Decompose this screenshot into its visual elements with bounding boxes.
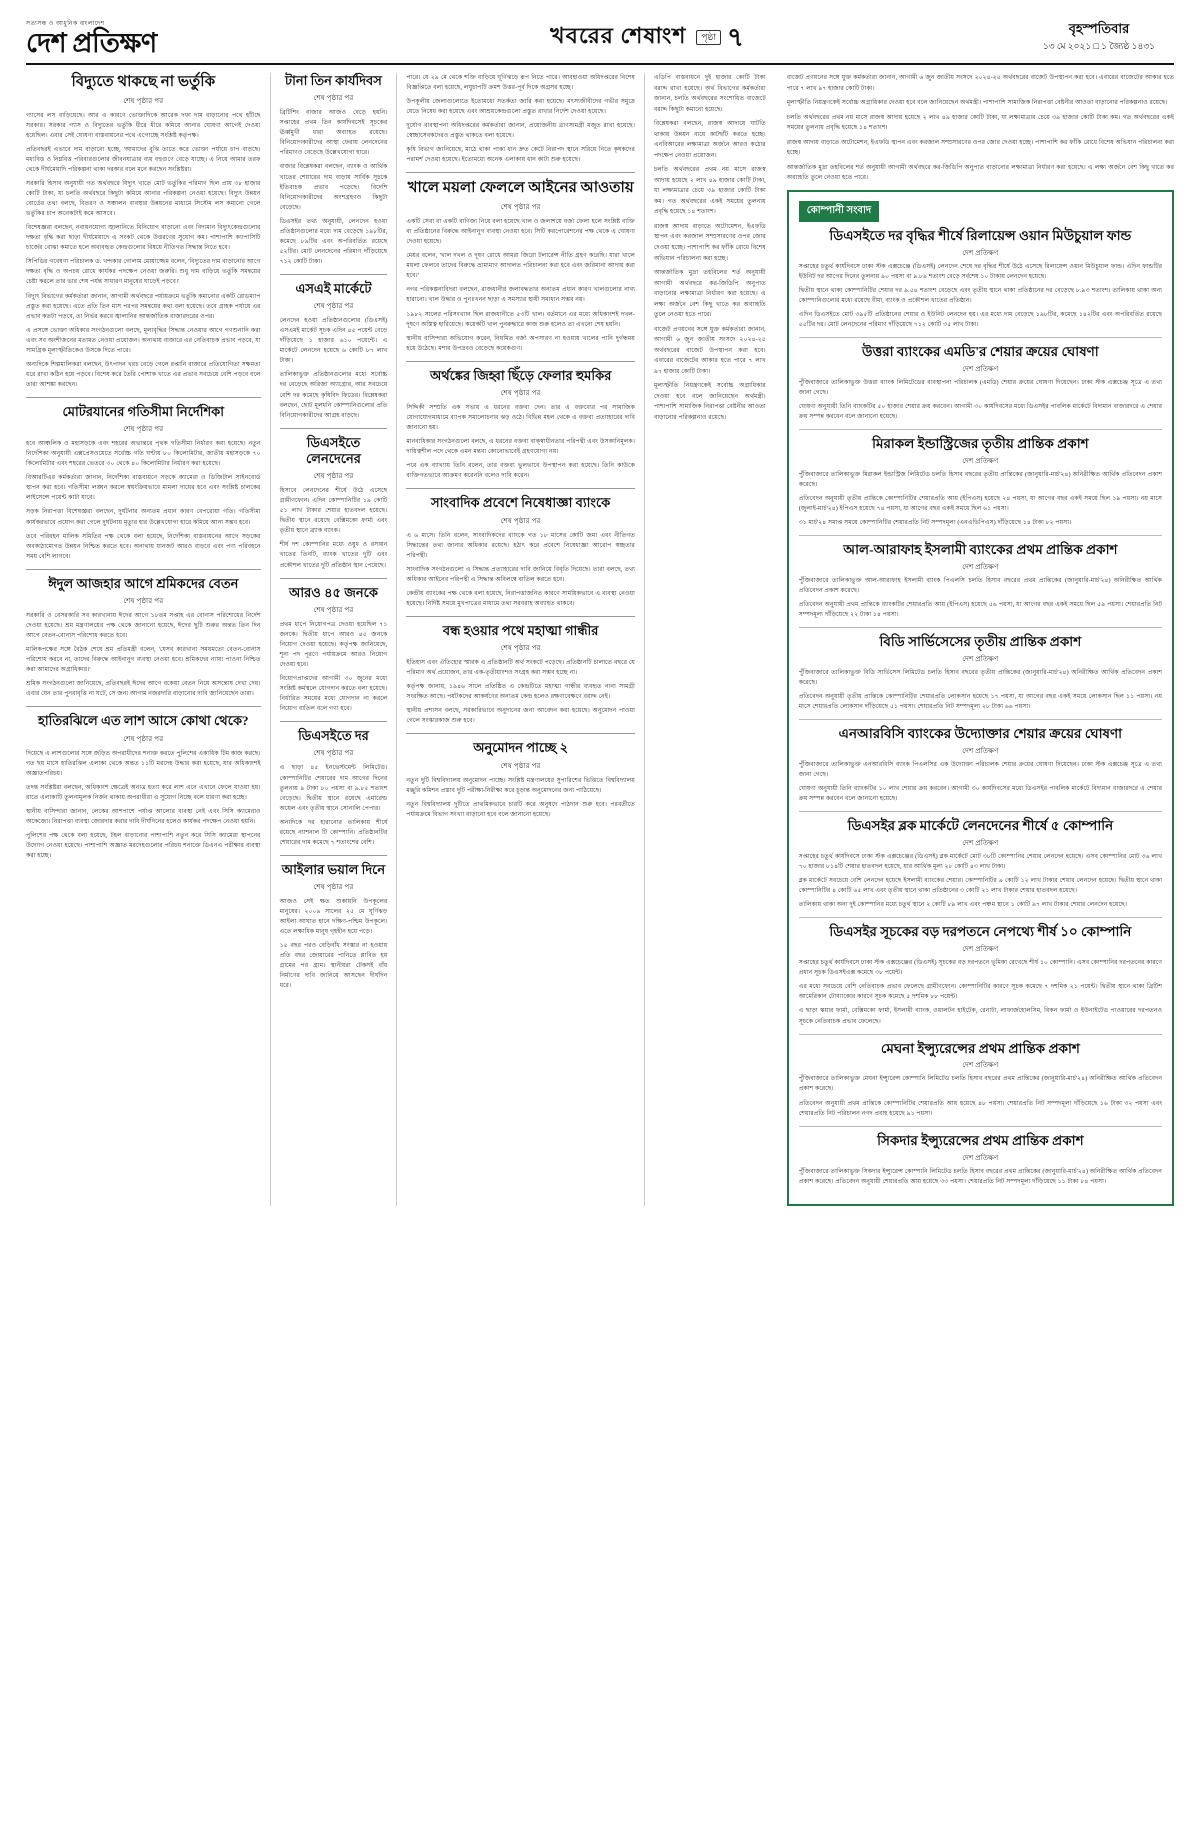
article-byline: শেষ পৃষ্ঠার পর bbox=[500, 388, 541, 397]
brand-name: দেশ প্রতিক্ষণ bbox=[26, 28, 157, 58]
article-headline: আরও ৪৫ জনকে bbox=[288, 584, 378, 600]
column-2 bbox=[271, 73, 398, 1206]
article-45-more bbox=[280, 585, 388, 715]
company-news-body: সপ্তাহের চতুর্থ কার্যদিবসে ঢাকা স্টক এক্সচেঞ্জে (ডিএসই) লেনদেন শেষে দর বৃদ্ধির শীর্ষে উঠে এসেছে রিলায়েন্স ওয়ান মিউচুয়াল ফান্ড। এদিন ফান্ডটির ইউনিট দর আগের দিনের তুলনায় ৯০ পয়সা বা ৯.৮৯ শতাংশ বেড়ে সর্বশেষ ১০ টাকায় লেনদেন হয়েছে। দ্বিতীয় স্থানে থাকা কোম্পানিটির শেয়ার দর ৯.৫৪ শতাংশ বেড়েছে এবং তৃতীয় স্থানে থাকা প্রতিষ্ঠানের দর বেড়েছে ৮.৯৩ শতাংশ। তালিকায় থাকা অন্য কোম্পানিগুলোর মধ্যে রয়েছে বীমা, ব্যাংক ও প্রকৌশল খাতের প্রতিষ্ঠান। এদিন ডিএসইতে মোট ৩৯৫টি প্রতিষ্ঠানের শেয়ার ও ইউনিট লেনদেন হয়। এর মধ্যে দাম বেড়েছে ১৯৮টির, কমেছে ১৪২টির এবং অপরিবর্তিত রয়েছে ৫৫টির দর। মোট লেনদেনের পরিমাণ দাঁড়িয়েছে ৭১২ কোটি ৩৫ লাখ টাকা। bbox=[798, 262, 1163, 328]
article-body: পারে। যে ২৯ মে থেকে শক্তি বাড়িয়ে ঘূর্ণিঝড়ে রূপ নিতে পারে। আবহাওয়া অধিদপ্তরের বিশেষ বিজ্ঞপ্তিতে বলা হয়েছে, লঘুচাপটি ক্রমশ উত্তর-পূর্ব দিকে অগ্রসর হচ্ছে। উপকূলীয় জেলাগুলোতে ইতোমধ্যে সতর্কতা জারি করা হয়েছে। মৎস্যজীবীদের গভীর সমুদ্রে যেতে নিষেধ করা হয়েছে এবং আশ্রয়কেন্দ্রগুলো প্রস্তুত রাখার নির্দেশ দেওয়া হয়েছে। দুর্যোগ ব্যবস্থাপনা অধিদপ্তরের কর্মকর্তারা জানান, প্রয়োজনীয় ত্রাণসামগ্রী মজুত রাখা হয়েছে। স্বেচ্ছাসেবকদেরও প্রস্তুত থাকতে বলা হয়েছে। কৃষি বিভাগ জানিয়েছে, মাঠে থাকা পাকা ধান দ্রুত কেটে নিরাপদ স্থানে সরিয়ে নিতে কৃষকদের পরামর্শ দেওয়া হয়েছে। ইতোমধ্যে অনেক এলাকায় ধান কাটা শুরু হয়েছে। bbox=[406, 74, 635, 164]
article-body: হিসাবে লেনদেনের শীর্ষে উঠে এসেছে গ্রামীণফোন। এদিন কোম্পানিটির ১৯ কোটি ৫১ লাখ টাকার শেয়ার হাতবদল হয়েছে। দ্বিতীয় স্থানে রয়েছে বেক্সিমকো ফার্মা এবং তৃতীয় স্থানে ব্র্যাক ব্যাংক। শীর্ষ দশ কোম্পানির মধ্যে ওষুধ ও রসায়ন খাতের তিনটি, ব্যাংক খাতের দুটি এবং প্রকৌশল খাতের দুটি প্রতিষ্ঠান স্থান পেয়েছে। bbox=[279, 487, 388, 569]
divider bbox=[280, 578, 388, 579]
company-news-headline: ডিএসইর ব্লক মার্কেটে লেনদেনের শীর্ষে ৫ কোম্পানি bbox=[847, 818, 1114, 834]
company-news-item[interactable] bbox=[799, 634, 1162, 712]
article-byline: শেষ পৃষ্ঠার পর bbox=[313, 302, 354, 311]
company-news-byline: দেশ প্রতিক্ষণ bbox=[962, 747, 999, 756]
company-news-byline: দেশ প্রতিক্ষণ bbox=[962, 655, 999, 664]
article-aila bbox=[280, 862, 388, 992]
article-body: হবে আঞ্চলিক ও মহাসড়কে এবং শহরের অভ্যন্তরে পৃথক গতিসীমা নির্ধারণ করা হয়েছে। নতুন নির্দেশিকা অনুযায়ী এক্সপ্রেসওয়েতে সর্বোচ্চ গতি ঘণ্টায় ৮০ কিলোমিটার, জাতীয় মহাসড়কে ৭০ কিলোমিটার এবং শহরের ভেতরে ৩০ থেকে ৪০ কিলোমিটার নির্ধারণ করা হয়েছে। বিআরটিএর কর্মকর্তারা জানান, নির্দেশিকা বাস্তবায়নে সড়কে ক্যামেরা ও ডিজিটাল সাইনবোর্ড স্থাপন করা হবে। গতিসীমা লঙ্ঘন করলে স্বয়ংক্রিয়ভাবে মামলা দায়ের হবে এবং সংশ্লিষ্ট চালকের লাইসেন্সে পয়েন্ট কাটা যাবে। সড়ক নিরাপত্তা বিশেষজ্ঞরা বলছেন, দুর্ঘটনার অন্যতম প্রধান কারণ বেপরোয়া গতি। গতিসীমা কার্যকরভাবে প্রয়োগ করা গেলে দুর্ঘটনায় মৃত্যুর হার উল্লেখযোগ্য হারে কমিয়ে আনা সম্ভব হবে। তবে পরিবহন মালিক সমিতির পক্ষ থেকে বলা হয়েছে, নির্দেশিকা বাস্তবায়নের আগে সড়কের অবকাঠামোগত উন্নয়ন নিশ্চিত করতে হবে। অন্যথায় যানজট আরও বাড়বে এবং পণ্য পরিবহনে সময় বেশি লাগবে। bbox=[26, 440, 261, 560]
brand[interactable] bbox=[26, 18, 286, 57]
company-news-body: পুঁজিবাজারে তালিকাভুক্ত বিডি সার্ভিসেস লিমিটেড চলতি হিসাব বছরের তৃতীয় প্রান্তিকের (জানুয়ারি-মার্চ'২৪) অনিরীক্ষিত আর্থিক প্রতিবেদন প্রকাশ করেছে। প্রতিবেদন অনুযায়ী তৃতীয় প্রান্তিকে কোম্পানিটির শেয়ারপ্রতি লোকসান হয়েছে ১৭ পয়সা, যা আগের বছর একই সময়ে লোকসান ছিল ১১ পয়সা। নয় মাসে শেয়ারপ্রতি লোকসান দাঁড়িয়েছে ৫১ পয়সা। শেয়ারপ্রতি নিট সম্পদমূল্য ২৮ টাকা ৬৬ পয়সা। bbox=[798, 669, 1163, 711]
company-news-box bbox=[787, 190, 1174, 1206]
article-headline: বন্ধ হওয়ার পথে মহাত্মা গান্ধীর bbox=[442, 622, 599, 638]
article-byline: শেষ পৃষ্ঠার পর bbox=[313, 749, 354, 758]
article-byline: শেষ পৃষ্ঠার পর bbox=[500, 761, 541, 770]
article-journalist-ban bbox=[406, 495, 635, 609]
article-sme-market bbox=[280, 281, 388, 421]
company-news-item[interactable] bbox=[799, 228, 1162, 330]
article-headline: হাতিরঝিলে এত লাশ আসে কোথা থেকে? bbox=[38, 713, 249, 729]
divider bbox=[799, 719, 1162, 720]
article-byline: শেষ পৃষ্ঠার পর bbox=[500, 203, 541, 212]
divider bbox=[799, 917, 1162, 918]
article-headline: খালে ময়লা ফেললে আইনের আওতায় bbox=[407, 180, 634, 197]
page-indicator bbox=[696, 22, 744, 52]
company-news-headline: উত্তরা ব্যাংকের এমডি'র শেয়ার ক্রয়ের ঘোষণা bbox=[862, 343, 1099, 359]
company-news-item[interactable] bbox=[799, 924, 1162, 1026]
divider bbox=[799, 535, 1162, 536]
article-byline: শেষ পৃষ্ঠার পর bbox=[123, 96, 164, 105]
article-headline: বিদ্যুতে থাকছে না ভর্তুকি bbox=[71, 74, 216, 90]
company-news-item[interactable] bbox=[799, 436, 1162, 528]
article-body: ব্রিটিশিং বাজার আজও বেড়ে হয়নি। সপ্তাহের প্রথম তিন কার্যদিবসেই সূচকের ঊর্ধ্বমুখী ধারা অব্যাহত রয়েছে। বিনিয়োগকারীদের আস্থা ফেরায় লেনদেনের পরিমাণও বেড়েছে উল্লেখযোগ্য হারে। বাজার বিশ্লেষকরা বলছেন, ব্যাংক ও আর্থিক খাতের শেয়ারের দাম বাড়ায় সার্বিক সূচকে ইতিবাচক প্রভাব পড়েছে। বিদেশি বিনিয়োগকারীদের অংশগ্রহণও কিছুটা বেড়েছে। ডিএসইর তথ্য অনুযায়ী, লেনদেন হওয়া প্রতিষ্ঠানগুলোর মধ্যে দাম বেড়েছে ১৯৮টির, কমেছে ৮৯টির এবং অপরিবর্তিত রয়েছে ৫২টির। মোট লেনদেনের পরিমাণ দাঁড়িয়েছে ৭১২ কোটি টাকা। bbox=[279, 109, 388, 265]
article-tongue-threat bbox=[406, 368, 635, 482]
company-news-headline: ডিএসইতে দর বৃদ্ধির শীর্ষে রিলায়েন্স ওয়ান মিউচুয়াল ফান্ড bbox=[829, 227, 1132, 243]
company-news-body: পুঁজিবাজারে তালিকাভুক্ত উত্তরা ব্যাংক লিমিটেডের ব্যবস্থাপনা পরিচালক (এমডি) শেয়ার ক্রয়ের ঘোষণা দিয়েছেন। ঢাকা স্টক এক্সচেঞ্জ সূত্রে এ তথ্য জানা গেছে। ঘোষণা অনুযায়ী তিনি ব্যাংকটির ৫০ হাজার শেয়ার ক্রয় করবেন। আগামী ৩০ কার্যদিবসের মধ্যে ডিএসইর পাবলিক মার্কেটে বিদ্যমান বাজারদরে এ শেয়ার ক্রয় সম্পন্ন করবেন বলে জানানো হয়েছে। bbox=[798, 378, 1163, 420]
article-body: ইতিহাস এবং ঐতিহ্যের স্মারক এ প্রতিষ্ঠানটি অর্থ সংকটে পড়েছে। প্রতিষ্ঠানটি চালাতে বছরে যে পরিমাণ অর্থ প্রয়োজন, তার এক-তৃতীয়াংশও সংগ্রহ করা সম্ভব হচ্ছে না। কর্তৃপক্ষ জানায়, ১৯৪৬ সালে প্রতিষ্ঠিত এ কেন্দ্রটিতে মহাত্মা গান্ধীর ব্যবহৃত নানা সামগ্রী সংরক্ষিত আছে। পর্যটকদের আকর্ষণের অন্যতম কেন্দ্র হলেও রক্ষণাবেক্ষণে বরাদ্দ নেই। স্থানীয় প্রশাসন বলছে, সরকারিভাবে অনুদানের জন্য আবেদন করা হয়েছে। অনুমোদন পাওয়া গেলে সংস্কারকাজ শুরু হবে। bbox=[406, 659, 635, 725]
divider bbox=[799, 1034, 1162, 1035]
dateline bbox=[1024, 21, 1174, 54]
company-news-byline: দেশ প্রতিক্ষণ bbox=[962, 562, 999, 571]
article-body: দিয়েছে এ লাশগুলোর সঙ্গে জড়িত অপরাধীদের শনাক্ত করতে পুলিশের একাধিক টিম কাজ করছে। গত ছয় মাসে হাতিরঝিল এলাকা থেকে অন্তত ১১টি মরদেহ উদ্ধার করা হয়েছে, যার অধিকাংশই অজ্ঞাতপরিচয়। তদন্ত সংশ্লিষ্টরা বলছেন, অধিকাংশ ক্ষেত্রেই অন্যত্র হত্যা করে লাশ এনে এখানে ফেলে যাওয়া হয়। রাতে এলাকাটি তুলনামূলক নির্জন থাকায় অপরাধীরা এ সুযোগ নিচ্ছে বলে ধারণা করা হচ্ছে। স্থানীয় বাসিন্দারা জানান, লেকের আশপাশে পর্যাপ্ত আলোর ব্যবস্থা নেই এবং সিসি ক্যামেরাও অকেজো। নিরাপত্তা ব্যবস্থা জোরদার করার দাবি দীর্ঘদিনের হলেও কার্যকর পদক্ষেপ নেওয়া হয়নি। পুলিশের পক্ষ থেকে বলা হয়েছে, টহল বাড়ানোর পাশাপাশি নতুন করে সিসি ক্যামেরা স্থাপনের উদ্যোগ নেওয়া হয়েছে। পাশাপাশি অজ্ঞাত মরদেহগুলোর পরিচয় শনাক্তে ডিএনএ পরীক্ষার ব্যবস্থা করা হচ্ছে। bbox=[26, 749, 261, 859]
company-news-headline: বিডি সার্ভিসেসের তৃতীয় প্রান্তিক প্রকাশ bbox=[879, 634, 1082, 650]
divider bbox=[26, 397, 261, 398]
company-news-tag: কোম্পানী সংবাদ bbox=[799, 201, 879, 222]
article-hatirjheel bbox=[26, 713, 261, 861]
weekday: বৃহস্পতিবার bbox=[1068, 21, 1130, 37]
divider bbox=[799, 337, 1162, 338]
article-body: এ ছাড়া ৪৫ ইনভেস্টমেন্ট লিমিটেড। কোম্পানিটির শেয়ারের দাম আগের দিনের তুলনায় ৯ টাকা ৮০ পয়সা বা ৯.৮৫ শতাংশ বেড়েছে। দ্বিতীয় স্থানে রয়েছে এমারেল্ড অয়েল এবং তৃতীয় স্থানে সোনালি পেপার। অন্যদিকে দর হারানোর তালিকায় শীর্ষে রয়েছে ন্যাশনাল টি কোম্পানি। প্রতিষ্ঠানটির শেয়ারের দাম কমেছে ৭ শতাংশের বেশি। bbox=[279, 764, 388, 846]
company-news-body: পুঁজিবাজারে তালিকাভুক্ত এনআরবিসি ব্যাংক পিএলসির এক উদ্যোক্তা পরিচালক শেয়ার ক্রয়ের ঘোষণা দিয়েছেন। ঢাকা স্টক এক্সচেঞ্জ সূত্রে এ তথ্য জানা গেছে। ঘোষণা অনুযায়ী তিনি ব্যাংকটির ১০ লাখ শেয়ার ক্রয় করবেন। আগামী ৩০ কার্যদিবসের মধ্যে ডিএসইর পাবলিক মার্কেটে বিদ্যমান বাজারদরে এ শেয়ার ক্রয় সম্পন্ন করবেন বলে জানানো হয়েছে। bbox=[798, 761, 1163, 803]
company-news-byline: দেশ প্রতিক্ষণ bbox=[962, 839, 999, 848]
article-eid-wages bbox=[26, 576, 261, 700]
brand-tagline: সত্যসন্ধ ও আধুনিক বাংলাদেশ bbox=[26, 21, 105, 27]
column-grid bbox=[26, 73, 1174, 1206]
date: ১৩ মে ২০২১ □ ১ জ্যৈষ্ঠ ১৪৩১ bbox=[1042, 40, 1156, 51]
company-news-headline: মেঘনা ইন্স্যুরেন্সের প্রথম প্রান্তিক প্রকাশ bbox=[880, 1040, 1080, 1056]
company-news-byline: দেশ প্রতিক্ষণ bbox=[962, 364, 999, 373]
section-title: খবরের শেষাংশ bbox=[550, 23, 687, 48]
article-body: এডিপি বাস্তবায়নে দুই হাজার কোটি টাকা বরাদ্দ রাখা হয়েছে। অর্থ বিভাগের কর্মকর্তারা জানান, চলতি অর্থবছরের সংশোধিত বাজেটে বরাদ্দ কিছুটা কমানো হয়েছে। বিশ্লেষকরা বলছেন, রাজস্ব আদায়ে ঘাটতি থাকায় উন্নয়ন ব্যয়ে কাটছাঁট করতে হচ্ছে। এনবিআরের লক্ষ্যমাত্রা অর্জনে আরও কঠোর পদক্ষেপ নেওয়া প্রয়োজন। চলতি অর্থবছরের প্রথম নয় মাসে রাজস্ব আদায় হয়েছে ২ লাখ ৪৯ হাজার কোটি টাকা, যা লক্ষ্যমাত্রার চেয়ে ৩৯ হাজার কোটি টাকা কম। গত অর্থবছরের একই সময়ের তুলনায় প্রবৃদ্ধি হয়েছে ১৪ শতাংশ। রাজস্ব আদায় বাড়াতে অটোমেশন, ইএফডি স্থাপন এবং করজাল সম্প্রসারণের ওপর জোর দেওয়া হচ্ছে। পাশাপাশি কর ফাঁকি রোধে বিশেষ অভিযান পরিচালনা করা হচ্ছে। আন্তর্জাতিক মুদ্রা তহবিলের শর্ত অনুযায়ী আগামী অর্থবছরে কর-জিডিপি অনুপাত বাড়ানোর লক্ষ্যমাত্রা নির্ধারণ করা হয়েছে। এ লক্ষ্য অর্জনে বেশ কিছু খাতে কর অব্যাহতি তুলে নেওয়া হতে পারে। বাজেট প্রণয়নের সঙ্গে যুক্ত কর্মকর্তারা জানান, আগামী ৬ জুন জাতীয় সংসদে ২০২৪-২৫ অর্থবছরের বাজেট উপস্থাপন করা হবে। এবারের বাজেটের আকার হতে পারে ৭ লাখ ৯৭ হাজার কোটি টাকা। মূল্যস্ফীতি নিয়ন্ত্রণকেই সর্বোচ্চ অগ্রাধিকার দেওয়া হবে বলে জানিয়েছেন অর্থমন্ত্রী। পাশাপাশি সামাজিক নিরাপত্তা বেষ্টনীর আওতা বাড়ানোর পরিকল্পনাও রয়েছে। bbox=[653, 74, 766, 421]
company-news-body: পুঁজিবাজারে তালিকাভুক্ত সিকদার ইন্স্যুরেন্স কোম্পানি লিমিটেড চলতি হিসাব বছরের প্রথম প্রান্তিকের (জানুয়ারি-মার্চ'২৪) অনিরীক্ষিত আর্থিক প্রতিবেদন প্রকাশ করেছে। প্রতিবেদন অনুযায়ী শেয়ারপ্রতি আয় হয়েছে ৩৩ পয়সা। শেয়ারপ্রতি নিট সম্পদমূল্য দাঁড়িয়েছে ১১ টাকা ৮৪ পয়সা। bbox=[798, 1167, 1163, 1185]
article-headline: টানা তিন কার্যদিবস bbox=[285, 73, 382, 88]
article-khal-waste bbox=[406, 179, 635, 353]
article-byline: শেষ পৃষ্ঠার পর bbox=[313, 605, 354, 614]
column-5 bbox=[775, 73, 1174, 1206]
article-gandhi-centre bbox=[406, 623, 635, 727]
divider bbox=[799, 1126, 1162, 1127]
article-headline: ডিএসইতে লেনদেনের bbox=[306, 434, 361, 466]
company-news-byline: দেশ প্রতিক্ষণ bbox=[962, 945, 999, 954]
divider bbox=[406, 733, 635, 734]
company-news-headline: মিরাকল ইন্ডাস্ট্রিজের তৃতীয় প্রান্তিক প্রকাশ bbox=[872, 436, 1089, 451]
company-news-headline: আল-আরাফাহ ইসলামী ব্যাংকের প্রথম প্রান্তিক প্রকাশ bbox=[843, 542, 1118, 558]
divider bbox=[406, 616, 635, 617]
divider bbox=[280, 855, 388, 856]
page-label: পৃষ্ঠা bbox=[696, 30, 721, 45]
masthead bbox=[26, 18, 1174, 65]
company-news-item[interactable] bbox=[799, 542, 1162, 620]
article-headline: অর্থঙ্কের জিহ্বা ছিঁড়ে ফেলার হুমকির bbox=[429, 367, 612, 383]
article-cyclone-continuation bbox=[406, 73, 635, 165]
article-byline: শেষ পৃষ্ঠার পর bbox=[313, 472, 354, 481]
article-dse-turnover bbox=[280, 435, 388, 571]
company-news-body: সপ্তাহের চতুর্থ কার্যদিবসে ঢাকা স্টক এক্সচেঞ্জের (ডিএসই) সূচকের বড় দরপতনে ভূমিকা রেখেছে শীর্ষ ১০ কোম্পানি। এসব কোম্পানির দরপতনের কারণে প্রধান সূচক ডিএসইএক্স কমেছে ৩৮ পয়েন্ট। এর মধ্যে সবচেয়ে বেশি নেতিবাচক প্রভাব ফেলেছে গ্রামীণফোন। কোম্পানিটির কারণে সূচক কমেছে ৭ দশমিক ২১ পয়েন্ট। দ্বিতীয় স্থানে থাকা ব্রিটিশ আমেরিকান টোব্যাকোর কারণে সূচক কমেছে ৫ দশমিক ৮৮ পয়েন্ট। এ ছাড়া স্কয়ার ফার্মা, বেক্সিমকো ফার্মা, ইসলামী ব্যাংক, ওয়ালটন হাইটেক, রেনাটা, লাফার্জহোলসিম, বিকন ফার্মা ও ইউনাইটেড পাওয়ারের দরপতনও সূচকে নেতিবাচক প্রভাব ফেলেছে। bbox=[798, 959, 1163, 1025]
article-byline: শেষ পৃষ্ঠার পর bbox=[500, 644, 541, 653]
company-news-byline: দেশ প্রতিক্ষণ bbox=[962, 1153, 999, 1162]
company-news-headline: ডিএসইর সূচকের বড় দরপতনে নেপথ্যে শীর্ষ ১০ কোম্পানি bbox=[829, 924, 1132, 940]
divider bbox=[799, 627, 1162, 628]
column-4 bbox=[645, 73, 775, 1206]
company-news-byline: দেশ প্রতিক্ষণ bbox=[962, 1061, 999, 1070]
article-budget-continuation bbox=[654, 73, 766, 423]
company-news-headline: সিকদার ইন্স্যুরেন্সের প্রথম প্রান্তিক প্রকাশ bbox=[877, 1132, 1084, 1148]
company-news-byline: দেশ প্রতিক্ষণ bbox=[962, 248, 999, 257]
article-byline: শেষ পৃষ্ঠার পর bbox=[123, 596, 164, 605]
article-body: প্রথম ধাপে নিয়োগপত্র দেওয়া হয়েছিল ৭১ জনকে। দ্বিতীয় ধাপে আরও ৪৫ জনকে নিয়োগ দেওয়া হয়েছে। কর্তৃপক্ষ জানিয়েছে, শূন্য পদ পূরণে পর্যায়ক্রমে আরও নিয়োগ দেওয়া হবে। নিয়োগপ্রাপ্তদের আগামী ৩০ জুনের মধ্যে সংশ্লিষ্ট কর্মস্থলে যোগদান করতে বলা হয়েছে। নির্ধারিত সময়ের মধ্যে যোগদান না করলে নিয়োগ বাতিল বলে গণ্য হবে। bbox=[279, 620, 388, 713]
divider bbox=[406, 172, 635, 173]
company-news-item[interactable] bbox=[799, 344, 1162, 422]
article-three-days bbox=[280, 73, 388, 267]
divider bbox=[799, 429, 1162, 430]
article-body: সিদ্দিকী সম্প্রতি এক সভায় এ ধরনের বক্তব্য দেন। তার এ বক্তব্যের পর সামাজিক যোগাযোগমাধ্যমে ব্যাপক সমালোচনার ঝড় ওঠে। বিভিন্ন মহল থেকে এ বক্তব্য প্রত্যাহারের দাবি জানানো হয়। মানবাধিকার সংগঠনগুলো বলছে, এ ধরনের বক্তব্য বাক্‌স্বাধীনতার পরিপন্থী এবং উসকানিমূলক। দায়িত্বশীল পদে থেকে এমন মন্তব্য কোনোভাবেই গ্রহণযোগ্য নয়। পরে এক ব্যাখ্যায় তিনি বলেন, তার বক্তব্য ভুলভাবে উপস্থাপন করা হয়েছে। তিনি কাউকে ব্যক্তিগতভাবে আক্রমণ করেননি বলেও দাবি করেন। bbox=[406, 403, 635, 480]
article-body: আজও সেই ক্ষত শুকায়নি উপকূলের মানুষের। ২০০৯ সালের ২৫ মে ঘূর্ণিঝড় আইলা আঘাত হানে দক্ষিণ-পশ্চিম উপকূলে। এতে লক্ষাধিক মানুষ গৃহহীন হয়ে পড়ে। ১৫ বছর পরও বেড়িবাঁধ সংস্কার না হওয়ায় প্রতি বছর জোয়ারের পানিতে প্লাবিত হয় গ্রামের পর গ্রাম। স্থানীয়রা টেকসই বাঁধ নির্মাণের দাবি জানিয়ে আসছেন দীর্ঘদিন ধরে। bbox=[279, 898, 388, 990]
article-headline: সাংবাদিক প্রবেশে নিষেধাজ্ঞা ব্যাংকে bbox=[431, 495, 611, 511]
company-news-item[interactable] bbox=[799, 1133, 1162, 1187]
article-headline: আইলার ভয়াল দিনে bbox=[281, 861, 386, 877]
article-budget-continuation-right: বাজেট প্রণয়নের সঙ্গে যুক্ত কর্মকর্তারা জানান, আগামী ৬ জুন জাতীয় সংসদে ২০২৪-২৫ অর্থবছরের বাজেট উপস্থাপন করা হবে। এবারের বাজেটের আকার হতে পারে ৭ লাখ ৯৭ হাজার কোটি টাকা। মূল্যস্ফীতি নিয়ন্ত্রণকেই সর্বোচ্চ অগ্রাধিকার দেওয়া হবে বলে জানিয়েছেন অর্থমন্ত্রী। পাশাপাশি সামাজিক নিরাপত্তা বেষ্টনীর আওতা বাড়ানোর পরিকল্পনাও রয়েছে। চলতি অর্থবছরের প্রথম নয় মাসে রাজস্ব আদায় হয়েছে ২ লাখ ৪৯ হাজার কোটি টাকা, যা লক্ষ্যমাত্রার চেয়ে ৩৯ হাজার কোটি টাকা কম। গত অর্থবছরের একই সময়ের তুলনায় প্রবৃদ্ধি হয়েছে ১৪ শতাংশ। রাজস্ব আদায় বাড়াতে অটোমেশন, ইএফডি স্থাপন এবং করজাল সম্প্রসারণের ওপর জোর দেওয়া হচ্ছে। পাশাপাশি কর ফাঁকি রোধে বিশেষ অভিযান পরিচালনা করা হচ্ছে। আন্তর্জাতিক মুদ্রা তহবিলের শর্ত অনুযায়ী আগামী অর্থবছরে কর-জিডিপি অনুপাত বাড়ানোর লক্ষ্যমাত্রা নির্ধারণ করা হয়েছে। এ লক্ষ্য অর্জনে বেশ কিছু খাতে কর অব্যাহতি তুলে নেওয়া হতে পারে। bbox=[786, 74, 1175, 182]
column-1 bbox=[26, 73, 271, 1206]
page-number: ৭ bbox=[726, 22, 744, 52]
article-headline: এসএই মার্কেটে bbox=[295, 280, 372, 296]
company-news-item[interactable] bbox=[799, 818, 1162, 910]
divider bbox=[406, 361, 635, 362]
company-news-body: সপ্তাহের চতুর্থ কার্যদিবসে ঢাকা স্টক এক্সচেঞ্জের (ডিএসই) ব্লক মার্কেটে মোট ৩৮টি কোম্পানির শেয়ার লেনদেন হয়েছে। এসব কোম্পানির মোট ৩৬ লাখ ৭০ হাজার ৮১৪টি শেয়ার হাতবদল হয়েছে, যার আর্থিক মূল্য ২৮ কোটি ৪৩ লাখ টাকা। ব্লক মার্কেটে সবচেয়ে বেশি লেনদেন হয়েছে ইসলামী ব্যাংকের শেয়ার। কোম্পানিটির ৯ কোটি ১২ লাখ টাকার শেয়ার লেনদেন হয়েছে। দ্বিতীয় স্থানে থাকা কোম্পানিটির ৪ কোটি ৬৫ লাখ এবং তৃতীয় স্থানে থাকা প্রতিষ্ঠানের ৩ কোটি ২১ লাখ টাকার শেয়ার হাতবদল হয়েছে। তালিকায় থাকা অন্য দুই কোম্পানির মধ্যে চতুর্থ স্থানে ২ কোটি ৮৯ লাখ এবং পঞ্চম স্থানে ১ কোটি ৯৭ লাখ টাকার শেয়ার লেনদেন হয়েছে। bbox=[798, 853, 1163, 909]
article-bidyut bbox=[26, 73, 261, 390]
company-news-body: পুঁজিবাজারে তালিকাভুক্ত মিরাকল ইন্ডাস্ট্রিজ লিমিটেড চলতি হিসাব বছরের তৃতীয় প্রান্তিকের (জানুয়ারি-মার্চ'২৪) অনিরীক্ষিত আর্থিক প্রতিবেদন প্রকাশ করেছে। প্রতিবেদন অনুযায়ী তৃতীয় প্রান্তিকে কোম্পানিটির শেয়ারপ্রতি আয় (ইপিএস) হয়েছে ২৪ পয়সা, যা আগের বছর একই সময়ে ছিল ১৯ পয়সা। নয় মাসে (জুলাই-মার্চ'২৪) ইপিএস হয়েছে ৭৪ পয়সা, যা আগের বছর একই সময়ে ছিল ৬১ পয়সা। ৩১ মার্চ'২৪ সমাপ্ত সময়ে কোম্পানিটির শেয়ারপ্রতি নিট সম্পদমূল্য (এনএভিপিএস) দাঁড়িয়েছে ১৪ টাকা ৮২ পয়সা। bbox=[798, 470, 1163, 527]
article-body: সরকারি ও বেসরকারি সব কারখানায় ঈদের আগে ১৮তম সপ্তাহ এর বোনাস পরিশোধের নির্দেশ দেওয়া হয়েছে। শ্রম মন্ত্রণালয়ের পক্ষ থেকে জানানো হয়েছে, ঈদের ছুটি শুরুর অন্তত তিন দিন আগে বেতন-বোনাস পরিশোধ করতে হবে। মালিকপক্ষের সঙ্গে বৈঠক শেষে শ্রম প্রতিমন্ত্রী বলেন, 'যেসব কারখানা সময়মতো বেতন-বোনাস পরিশোধ করবে না, তাদের বিরুদ্ধে আইনানুগ ব্যবস্থা নেওয়া হবে। শ্রমিকদের ন্যায্য পাওনা নিশ্চিত করা আমাদের অগ্রাধিকার।' শ্রমিক সংগঠনগুলো জানিয়েছে, প্রতিবছরই ঈদের আগে বকেয়া বেতন নিয়ে অসন্তোষ দেখা দেয়। এবার যেন তার পুনরাবৃত্তি না ঘটে, সে জন্য আগাম নজরদারি বাড়ানোর দাবি জানিয়েছেন তারা। bbox=[26, 611, 261, 698]
article-two-approvals bbox=[406, 740, 635, 819]
divider bbox=[406, 488, 635, 489]
divider bbox=[280, 721, 388, 722]
divider bbox=[280, 274, 388, 275]
article-byline: শেষ পৃষ্ঠার পর bbox=[123, 734, 164, 743]
article-headline: ঈদুল আজহার আগে শ্রমিকদের বেতন bbox=[48, 575, 239, 591]
company-news-byline: দেশ প্রতিক্ষণ bbox=[962, 456, 999, 465]
divider bbox=[26, 569, 261, 570]
article-body: গ্যাসের লস বাড়িয়েছে। আর এ কারণে ভোক্তাদিকে আরেক দফা দাম বাড়ানোর পথে হাঁটছে সরকার। সরকার গ্যাস ও বিদ্যুতের ভর্তুকি ধীরে ধীরে কমিয়ে আনার ঘোষণা আগেই দেওয়া হয়েছিল। এবার সেই ঘোষণা বাস্তবায়নের পথে এগোচ্ছে সংশ্লিষ্ট কর্তৃপক্ষ। প্রতিবছরই এভাবে দাম বাড়ানো হচ্ছে, 'আমাদের বুঝি তাতে করে ভোক্তা পর্যায়ে চাপ বাড়ছে। মধ্যবিত্ত ও নিম্নবিত্ত পরিবারগুলোর জীবনযাত্রার ব্যয় বহুগুণে বেড়ে যাচ্ছে। এ নিয়ে আমার তরফ থেকে দীর্ঘমেয়াদি পরিকল্পনা থাকা দরকার বলে মনে করছেন সংশ্লিষ্টরা। সরকারি হিসাব অনুযায়ী গত অর্থবছরে বিদ্যুৎ খাতে মোট ভর্তুকির পরিমাণ ছিল প্রায় ৩৮ হাজার কোটি টাকা, যা চলতি অর্থবছরে কিছুটা কমিয়ে আনার পরিকল্পনা নেওয়া হয়েছে। বিদ্যুৎ উন্নয়ন বোর্ডের তথ্য বলছে, বিতরণ ও সঞ্চালন ব্যবস্থার উন্নয়নের মাধ্যমে সিস্টেম লস কমানো গেলে ভর্তুকির চাপ অনেকটাই কমে আসবে। বিশেষজ্ঞরা বলছেন, নবায়নযোগ্য জ্বালানিতে বিনিয়োগ বাড়ানো এবং বিদ্যমান বিদ্যুৎকেন্দ্রগুলোর দক্ষতা বৃদ্ধি করা ছাড়া দীর্ঘমেয়াদে এ সংকট থেকে উত্তরণের সুযোগ কম। পাশাপাশি ক্যাপাসিটি চার্জের বোঝা কমাতে হলে অব্যবহৃত কেন্দ্রগুলোর বিষয়ে নীতিগত সিদ্ধান্ত নিতে হবে। সিপিডির গবেষণা পরিচালক ড. খন্দকার গোলাম মোয়াজ্জেম বলেন, 'বিদ্যুতের দাম বাড়ানোর আগে দক্ষতা বৃদ্ধি ও অপচয় রোধে কার্যকর পদক্ষেপ নেওয়া জরুরি। শুধু দাম বাড়িয়ে ভর্তুকি সমন্বয়ের চেষ্টা করলে তার ভার শেষ পর্যন্ত সাধারণ মানুষের ঘাড়েই পড়বে।' বিদ্যুৎ বিভাগের কর্মকর্তারা জানান, আগামী অর্থবছরে পর্যায়ক্রমে ভর্তুকি কমানোর একটি রোডম্যাপ প্রস্তুত করা হয়েছে। এতে প্রতি তিন মাস পরপর সমন্বয়ের কথা বলা হয়েছে। তবে গ্রাহক পর্যায়ে এর প্রভাব কতটা পড়বে, তা নির্ভর করবে জ্বালানির আন্তর্জাতিক বাজারদরের ওপর। এ প্রসঙ্গে ভোক্তা অধিকার সংগঠনগুলো বলছে, মূল্যবৃদ্ধির সিদ্ধান্ত নেওয়ার আগে গণশুনানি করা এবং সব অংশীজনের মতামত নেওয়া প্রয়োজন। অন্যথায় বাজারে এর নেতিবাচক প্রভাব পড়বে, যা সামগ্রিক মূল্যস্ফীতিকেও উসকে দিতে পারে। অন্যদিকে শিল্পমালিকরা বলছেন, উৎপাদন খরচ বেড়ে গেলে রপ্তানি বাজারে প্রতিযোগিতা সক্ষমতা ধরে রাখা কঠিন হয়ে পড়বে। বিশেষ করে তৈরি পোশাক খাতে এর প্রভাব সবচেয়ে বেশি পড়বে বলে তারা আশঙ্কা করছেন। bbox=[26, 111, 261, 388]
company-news-headline: এনআরবিসি ব্যাংকের উদ্যোক্তার শেয়ার ক্রয়ের ঘোষণা bbox=[838, 726, 1123, 742]
company-news-body: পুঁজিবাজারে তালিকাভুক্ত মেঘনা ইন্স্যুরেন্স কোম্পানি লিমিটেড চলতি হিসাব বছরের প্রথম প্রান্তিকের (জানুয়ারি-মার্চ'২৪) অনিরীক্ষিত আর্থিক প্রতিবেদন প্রকাশ করেছে। প্রতিবেদন অনুযায়ী প্রথম প্রান্তিকে কোম্পানিটির শেয়ারপ্রতি আয় হয়েছে ৪৮ পয়সা। শেয়ারপ্রতি নিট সম্পদমূল্য দাঁড়িয়েছে ১৬ টাকা ৩২ পয়সা এবং শেয়ারপ্রতি নিট পরিচালন নগদ প্রবাহ হয়েছে ৯১ পয়সা। bbox=[798, 1075, 1163, 1117]
column-3 bbox=[397, 73, 645, 1206]
article-byline: শেষ পৃষ্ঠার পর bbox=[123, 425, 164, 434]
article-body: নতুন দুটি বিশ্ববিদ্যালয় অনুমোদন পাচ্ছে। সংশ্লিষ্ট মন্ত্রণালয়ের সুপারিশের ভিত্তিতে বিশ্ববিদ্যালয় মঞ্জুরি কমিশন প্রস্তাব দুটি পরীক্ষা-নিরীক্ষা করে চূড়ান্ত অনুমোদনের জন্য পাঠিয়েছে। নতুন বিশ্ববিদ্যালয় দুটিতে প্রাথমিকভাবে চারটি করে অনুষদে পাঠদান শুরু হবে। পরবর্তীতে পর্যায়ক্রমে বিভাগ সংখ্যা বাড়ানো হবে বলে জানানো হয়েছে। bbox=[406, 776, 635, 818]
divider bbox=[799, 811, 1162, 812]
company-news-item[interactable] bbox=[799, 726, 1162, 804]
article-body: একটি সেবা বা একটি বাণিজ্য নিয়ে বলা হয়েছে খাল ও জলাশয়ে বর্জ্য ফেলা হলে সংশ্লিষ্ট ব্যক্তি বা প্রতিষ্ঠানের বিরুদ্ধে আইনানুগ ব্যবস্থা নেওয়া হবে। সিটি করপোরেশনের পক্ষ থেকে এ ঘোষণা দেওয়া হয়েছে। মেয়র বলেন, 'খাল দখল ও দূষণ রোধে আমরা জিরো টলারেন্স নীতি গ্রহণ করেছি। যারা খালে ময়লা ফেলবে তাদের বিরুদ্ধে ভ্রাম্যমাণ আদালত পরিচালনা করা হবে এবং জরিমানা আদায় করা হবে।' নগর পরিকল্পনাবিদরা বলছেন, রাজধানীর জলাবদ্ধতার অন্যতম প্রধান কারণ খালগুলোর নাব্য হারানো। খাল উদ্ধার ও পুনঃখনন ছাড়া এ সমস্যার স্থায়ী সমাধান সম্ভব নয়। ১৯৮২ সালের পরিসংখ্যান ছিল রাজধানীতে ৫৩টি খাল। বর্তমানে এর মধ্যে অধিকাংশই দখল-দূষণে অস্তিত্ব হারিয়েছে। কয়েকটি খাল পুনরুদ্ধারে কাজ শুরু হলেও তা এখনো শেষ হয়নি। স্থানীয় বাসিন্দারা অভিযোগ করেন, নিয়মিত বর্জ্য অপসারণ না হওয়ায় খালের পানি দুর্গন্ধময় হয়ে উঠেছে। মশার উপদ্রবও বেড়েছে কয়েকগুণ। bbox=[406, 218, 635, 352]
article-byline: শেষ পৃষ্ঠার পর bbox=[313, 883, 354, 892]
article-dse-gainer bbox=[280, 728, 388, 848]
company-news-body: পুঁজিবাজারে তালিকাভুক্ত আল-আরাফাহ ইসলামী ব্যাংক পিএলসি চলতি হিসাব বছরের প্রথম প্রান্তিকের (জানুয়ারি-মার্চ'২৪) অনিরীক্ষিত আর্থিক প্রতিবেদন প্রকাশ করেছে। প্রতিবেদন অনুযায়ী প্রথম প্রান্তিকে ব্যাংকটির শেয়ারপ্রতি আয় (ইপিএস) হয়েছে ৫৬ পয়সা, যা আগের বছর একই সময়ে ছিল ৫৯ পয়সা। শেয়ারপ্রতি নিট সম্পদমূল্য দাঁড়িয়েছে ২২ টাকা ১৪ পয়সা। bbox=[798, 576, 1163, 619]
article-byline: শেষ পৃষ্ঠার পর bbox=[313, 94, 354, 103]
article-speed-limit bbox=[26, 404, 261, 562]
article-headline: ডিএসইতে দর bbox=[298, 728, 369, 744]
company-news-item[interactable] bbox=[799, 1041, 1162, 1119]
article-headline: অনুমোদন পাচ্ছে ২ bbox=[473, 740, 569, 756]
article-headline: মোটরযানের গতিসীমা নির্দেশিকা bbox=[62, 403, 225, 419]
divider bbox=[26, 706, 261, 707]
section-header bbox=[550, 19, 760, 56]
divider bbox=[280, 428, 388, 429]
article-byline: শেষ পৃষ্ঠার পর bbox=[500, 516, 541, 525]
article-body: এ ৬ মাসে। তিনি বলেন, সাংবাদিকদের ব্যাংকে গত ১৮ মাসের কোটি জমা এবং নীতিগত সিদ্ধান্তের তথ্য জানার অধিকার রয়েছে। হঠাৎ করে প্রবেশে নিষেধাজ্ঞা আরোপ স্বচ্ছতার পরিপন্থী। সাংবাদিক সংগঠনগুলো এ সিদ্ধান্ত প্রত্যাহারের দাবি জানিয়ে বিবৃতি দিয়েছে। তারা বলছে, তথ্য অধিকার আইনের পরিপন্থী এ সিদ্ধান্ত অবিলম্বে বাতিল করতে হবে। কেন্দ্রীয় ব্যাংকের পক্ষ থেকে বলা হয়েছে, নিরাপত্তাজনিত কারণে সাময়িকভাবে এ ব্যবস্থা নেওয়া হয়েছে। নির্দিষ্ট সময়ে মুখপাত্রের মাধ্যমে তথ্য সরবরাহ অব্যাহত থাকবে। bbox=[406, 531, 635, 607]
article-body: লেনদেন হওয়া প্রতিষ্ঠানগুলোর (ডিএসই) এসএমই মার্কেট সূচক এদিন ৪৫ পয়েন্ট বেড়ে দাঁড়িয়েছে ১ হাজার ৬১০ পয়েন্টে। এ মার্কেটে লেনদেন হয়েছে ৬ কোটি ৮৭ লাখ টাকা। তালিকাভুক্ত প্রতিষ্ঠানগুলোর মধ্যে সর্বোচ্চ দর বেড়েছে অরিজা অ্যাগ্রোর, আর সবচেয়ে বেশি দর কমেছে কৃষিবিদ ফিডের। বিশ্লেষকরা বলছেন, ছোট মূলধনি কোম্পানিগুলোর প্রতি বিনিয়োগকারীদের আগ্রহ বাড়ছে। bbox=[279, 317, 388, 419]
